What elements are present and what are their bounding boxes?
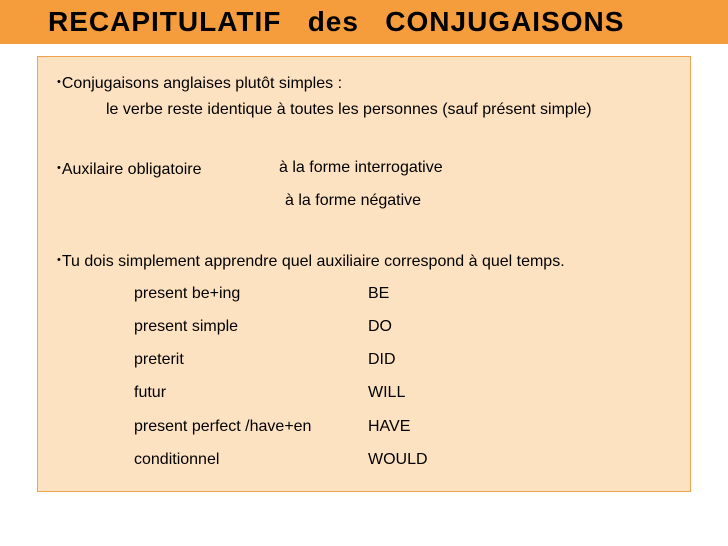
bullet-1: • [57,76,61,88]
section1-detail: le verbe reste identique à toutes les personnes (sauf présent simple) [106,101,592,118]
tense-cell: present simple [134,318,239,335]
section3-heading [57,250,565,272]
section2-form-interrogative: à la forme interrogative [279,159,443,176]
section3-heading-text: Tu dois simplement apprendre quel auxiliaire correspond à quel temps. [61,253,565,270]
section1-heading-text: Conjugaisons anglaises plutôt simples : [61,75,343,92]
auxiliary-cell: DO [368,318,392,335]
tense-cell: present be+ing [134,285,241,302]
bullet-2: • [57,162,61,174]
tense-cell: preterit [134,351,184,368]
section2-heading [57,158,202,180]
title-word-1: RECAPITULATIF [48,6,282,37]
section2-heading-text: Auxilaire obligatoire [61,161,202,178]
bullet-3: • [57,254,61,266]
page-title [48,6,624,38]
auxiliary-cell: WILL [368,384,406,401]
tense-cell: conditionnel [134,451,220,468]
tense-cell: futur [134,384,167,401]
title-word-2: des [307,6,359,37]
auxiliary-cell: DID [368,351,396,368]
auxiliary-cell: BE [368,285,390,302]
section1-heading [57,72,342,94]
section2-form-negative: à la forme négative [285,192,422,209]
tense-cell: present perfect /have+en [134,418,312,435]
title-word-3: CONJUGAISONS [385,6,625,37]
auxiliary-cell: WOULD [368,451,428,468]
auxiliary-cell: HAVE [368,418,411,435]
